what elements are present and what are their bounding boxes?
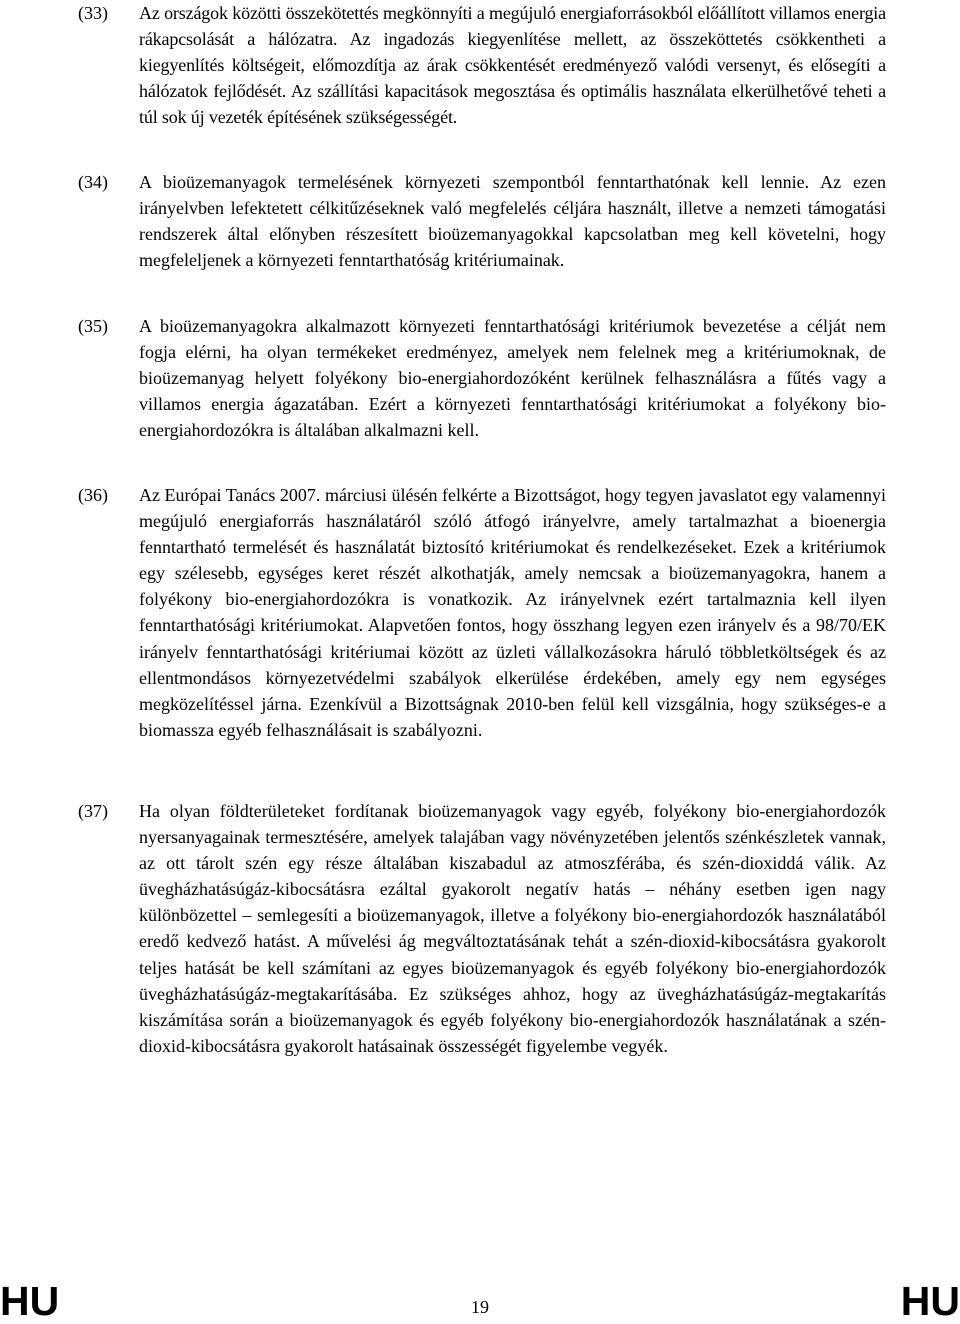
footer-language-right: HU	[900, 1278, 960, 1324]
page-number: 19	[471, 1297, 489, 1317]
paragraph-text: A bioüzemanyagokra alkalmazott környezeti fenntarthatósági kritériumok bevezetése a célját nem fogja elérni, ha olyan termékeket eredményez, amelyek nem felelnek meg a kritériumoknak, de bioüzemanyag helyett folyékony bio-energiahordozóként kerülnek felhasználásra a fűtés vagy a villamos energia ágazatában. Ezért a környezeti fenntarthatósági kritériumokat a folyékony bio-energiahordozókra is általában alkalmazni kell.	[139, 316, 886, 441]
paragraph-text: Az Európai Tanács 2007. márciusi ülésén felkérte a Bizottságot, hogy tegyen javaslatot egy valamennyi megújuló energiaforrás használatáról szóló átfogó irányelvre, amely tartalmazhat a bioenergia fenntartható termelését és használatát biztosító kritériumokat és rendelkezéseket. Ezek a kritériumok egy szélesebb, egységes keret részét alkothatják, amely nemcsak a bioüzemanyagokra, hanem a folyékony bio-energiahordozókra is vonatkozik. Az irányelvnek ezért tartalmaznia kell ilyen fenntarthatósági kritériumokat. Alapvetően fontos, hogy összhang legyen ezen irányelv és a 98/70/EK irányelv fenntarthatósági kritériumai között az üzleti vállalkozásokra háruló többletköltségek és az ellentmondásos környezetvédelmi szabályok elkerülése érdekében, amely egy nem egységes megközelítéssel járna. Ezenkívül a Bizottságnak 2010-ben felül kell vizsgálnia, hogy szükséges-e a biomassza egyéb felhasználásait is szabályozni.	[139, 485, 886, 740]
footer-language-left: HU	[0, 1278, 60, 1324]
paragraph-number: (34)	[78, 172, 108, 192]
paragraph-number: (36)	[78, 485, 108, 505]
paragraph-text: A bioüzemanyagok termelésének környezeti szempontból fenntarthatónak kell lennie. Az ezen irányelvben lefektetett célkitűzéseknek való megfelelés céljára használt, illetve a nemzeti támogatási rendszerek által előnyben részesített bioüzemanyagokkal kapcsolatban meg kell követelni, hogy megfeleljenek a környezeti fenntarthatóság kritériumainak.	[139, 172, 886, 271]
paragraph-text: Az országok közötti összekötettés megkönnyíti a megújuló energiaforrásokból előállított villamos energia rákapcsolását a hálózatra. Az ingadozás kiegyenlítése mellett, az összeköttetés csökkentheti a kiegyenlítés költségeit, előmozdítja az árak csökkentését eredményező valódi versenyt, és elősegíti a hálózatok fejlődését. Az szállítási kapacitások megosztása és optimális használata elkerülhetővé teheti a túl sok új vezeték építésének szükségességét.	[139, 3, 886, 128]
paragraph-number: (33)	[78, 3, 108, 23]
paragraph-number: (37)	[78, 801, 108, 821]
paragraph-text: Ha olyan földterületeket fordítanak bioüzemanyagok vagy egyéb, folyékony bio-energiahordozók nyersanyagainak termesztésére, amelyek talajában vagy növényzetében jelentős szénkészletek vannak, az ott tárolt szén egy része általában kiszabadul az atmoszférába, és szén-dioxiddá válik. Az üvegházhatásúgáz-kibocsátásra ezáltal gyakorolt negatív hatás – néhány esetben igen nagy különbözettel – semlegesíti a bioüzemanyagok, illetve a folyékony bio-energiahordozók használatából eredő kedvező hatást. A művelési ág megváltoztatásának tehát a szén-dioxid-kibocsátásra gyakorolt teljes hatását be kell számítani az egyes bioüzemanyagok és egyéb folyékony bio-energiahordozók üvegházhatásúgáz-megtakarításába. Ez szükséges ahhoz, hogy az üvegházhatásúgáz-megtakarítás kiszámítása során a bioüzemanyagok és egyéb folyékony bio-energiahordozók használatának a szén-dioxid-kibocsátásra gyakorolt hatásainak összességét figyelembe vegyék.	[139, 801, 886, 1056]
paragraph-number: (35)	[78, 316, 108, 336]
